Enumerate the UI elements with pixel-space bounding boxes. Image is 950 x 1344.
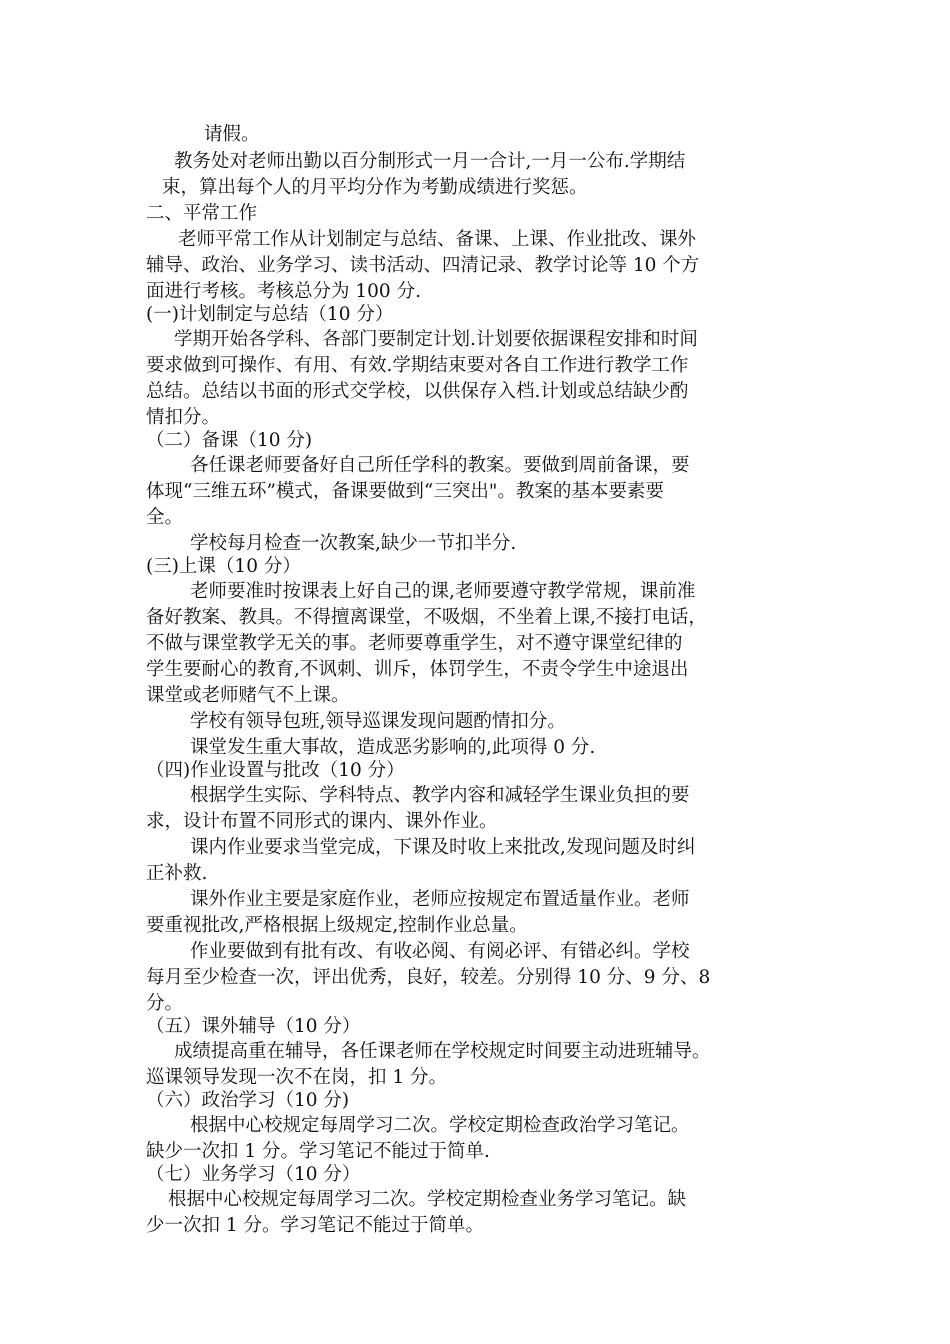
text-line-15: 体现“三维五环”模式，备课要做到“三突出"。教案的基本要素要: [146, 481, 664, 502]
text-line-9: 学期开始各学科、各部门要制定计划.计划要依据课程安排和时间: [174, 329, 698, 350]
text-line-2: 教务处对老师出勤以百分制形式一月一合计,一月一公布.学期结: [174, 151, 686, 172]
text-line-5: 老师平常工作从计划制定与总结、备课、上课、作业批改、课外: [178, 229, 697, 250]
text-line-25: 课堂发生重大事故，造成恶劣影响的,此项得 0 分.: [190, 737, 596, 758]
subsection-heading-2: （二）备课（10 分): [146, 430, 313, 451]
subsection-heading-3: (三)上课（10 分）: [146, 556, 301, 577]
text-line-28: 求，设计布置不同形式的课内、课外作业。: [146, 811, 498, 832]
section-heading: 二、平常工作: [146, 203, 258, 224]
subsection-heading-4: （四)作业设置与批改（10 分）: [146, 760, 405, 781]
subsection-heading-6: （六）政治学习（10 分): [146, 1090, 350, 1111]
text-line-7: 面进行考核。考核总分为 100 分.: [146, 281, 421, 302]
text-line-17: 学校每月检查一次教案,缺少一节扣半分.: [190, 533, 517, 554]
text-line-31: 课外作业主要是家庭作业，老师应按规定布置适量作业。老师: [190, 889, 690, 910]
text-line-29: 课内作业要求当堂完成，下课及时收上来批改,发现问题及时纠: [190, 837, 696, 858]
text-line-22: 学生要耐心的教育,不讽刺、训斥，体罚学生，不责令学生中途退出: [146, 659, 689, 680]
text-line-19: 老师要准时按课表上好自己的课,老师要遵守教学常规，课前准: [190, 581, 696, 602]
text-line-16: 全。: [146, 507, 184, 528]
text-line-23: 课堂或老师赌气不上课。: [146, 685, 350, 706]
text-line-32: 要重视批改,严格根据上级规定,控制作业总量。: [146, 915, 528, 936]
text-line-40: 根据中心校规定每周学习二次。学校定期检查政治学习笔记。: [190, 1115, 690, 1136]
text-line-44: 少一次扣 1 分。学习笔记不能过于简单。: [146, 1215, 485, 1236]
text-line-3: 束，算出每个人的月平均分作为考勤成绩进行奖惩。: [162, 177, 588, 198]
subsection-heading-5: （五）课外辅导（10 分）: [146, 1016, 361, 1037]
text-line-33: 作业要做到有批有改、有收必阅、有阅必评、有错必纠。学校: [190, 941, 690, 962]
text-line-30: 正补救.: [146, 863, 208, 884]
text-line-41: 缺少一次扣 1 分。学习笔记不能过于简单.: [146, 1141, 490, 1162]
text-line-34: 每月至少检查一次，评出优秀，良好，较差。分别得 10 分、9 分、8: [146, 967, 711, 988]
text-line-14: 各任课老师要备好自己所任学科的教案。要做到周前备课，要: [190, 455, 690, 476]
text-line-20: 备好教案、教具。不得擅离课堂，不吸烟，不坐着上课,不接打电话，: [146, 607, 707, 628]
text-line-11: 总结。总结以书面的形式交学校，以供保存入档.计划或总结缺少酌: [146, 381, 689, 402]
text-line-35: 分。: [146, 993, 184, 1014]
text-line-6: 辅导、政治、业务学习、读书活动、四清记录、教学讨论等 10 个方: [146, 255, 700, 276]
text-line-1: 请假。: [204, 124, 260, 145]
text-line-24: 学校有领导包班,领导巡课发现问题酌情扣分。: [190, 711, 566, 732]
text-line-12: 情扣分。: [146, 407, 221, 428]
text-line-10: 要求做到可操作、有用、有效.学期结束要对各自工作进行教学工作: [146, 355, 689, 376]
subsection-heading-7: （七）业务学习（10 分）: [146, 1164, 361, 1185]
text-line-43: 根据中心校规定每周学习二次。学校定期检查业务学习笔记。缺: [168, 1189, 687, 1210]
subsection-heading-1: (一)计划制定与总结（10 分）: [146, 304, 394, 325]
text-line-27: 根据学生实际、学科特点、教学内容和减轻学生课业负担的要: [190, 785, 690, 806]
text-line-38: 巡课领导发现一次不在岗，扣 1 分。: [146, 1067, 448, 1088]
text-line-37: 成绩提高重在辅导，各任课老师在学校规定时间要主动进班辅导。: [174, 1041, 711, 1062]
text-line-21: 不做与课堂教学无关的事。老师要尊重学生，对不遵守课堂纪律的: [146, 633, 683, 654]
